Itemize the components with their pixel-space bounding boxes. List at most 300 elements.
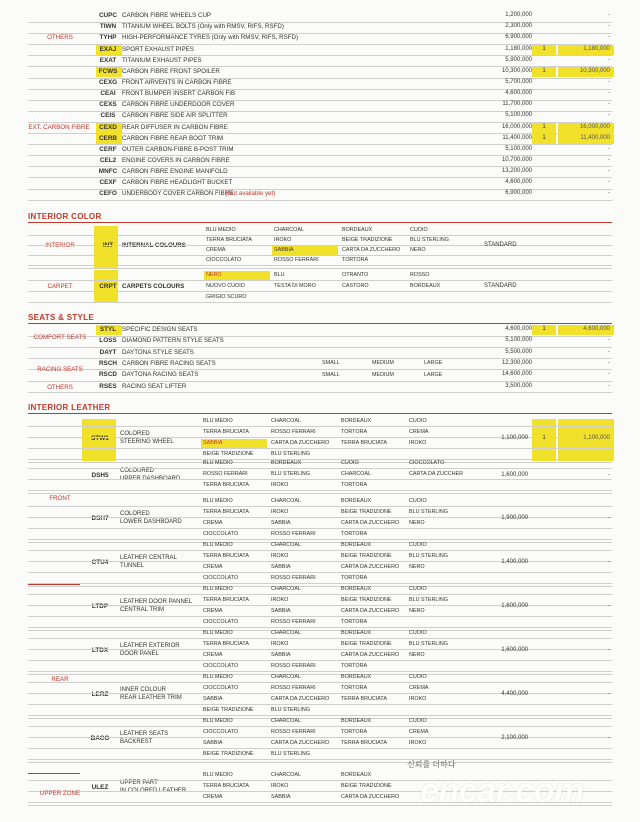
total-dash: -	[608, 34, 610, 41]
total-dash: -	[608, 145, 610, 152]
option-code: CERB	[98, 134, 118, 142]
color-option: ROSSO	[410, 272, 430, 278]
option-total: 16,000,000	[579, 123, 610, 130]
leather-color: CIOCCOLATO	[409, 460, 445, 466]
leather-color: ROSSO FERRARI	[271, 619, 316, 625]
grid-divider	[28, 265, 612, 266]
option-price: 3,500,000	[505, 382, 532, 389]
option-description: DIAMOND PATTERN STYLE SEATS	[122, 337, 224, 345]
total-dash: -	[608, 691, 610, 697]
row-divider	[28, 200, 612, 201]
option-total: 4,600,000	[583, 326, 610, 332]
leather-color: TORTORA	[341, 575, 368, 581]
grid-divider	[28, 594, 612, 595]
option-price: 10,700,000	[501, 156, 532, 163]
category-upper: UPPER ZONE	[39, 790, 81, 797]
option-description: HIGH-PERFORMANCE TYRES (Only with RMSV, RIFS, RSFD)	[122, 34, 299, 42]
option-code: CEFO	[99, 190, 117, 198]
option-quantity: 1	[542, 134, 546, 141]
option-total: 1,180,000	[583, 45, 610, 52]
option-price: 16,000,000	[501, 123, 532, 130]
option-description: COLORED	[120, 511, 150, 517]
option-quantity: 1	[542, 123, 546, 130]
grid-divider	[28, 572, 612, 573]
leather-color: CHARCOAL	[271, 418, 301, 424]
total-dash: -	[608, 337, 610, 344]
leather-color: CARTA DA ZUCCHERO	[271, 696, 330, 702]
leather-color: CHARCOAL	[271, 586, 301, 592]
option-description: DAYTONA RACING SEATS	[122, 371, 199, 379]
option-code: RSES	[99, 382, 117, 390]
leather-color: CARTA DA ZUCCHERO	[341, 564, 400, 570]
leather-color: IROKO	[271, 783, 289, 789]
option-description: CARBON FIBRE SIDE AIR SPLITTER	[122, 112, 228, 120]
leather-color: BEIGE TRADIZIONE	[341, 641, 392, 647]
total-dash: -	[608, 735, 610, 741]
option-price: 4,600,000	[505, 90, 532, 97]
option-price: 12,300,000	[501, 359, 532, 366]
leather-color: CHARCOAL	[271, 772, 301, 778]
total-dash: -	[608, 190, 610, 197]
total-dash: -	[608, 167, 610, 174]
option-price: 1,600,000	[501, 603, 528, 609]
leather-color: SABBIA	[271, 794, 291, 800]
leather-color: BEIGE TRADIZIONE	[341, 783, 392, 789]
option-code: DSH7	[91, 515, 109, 522]
option-price: 1,400,000	[501, 559, 528, 565]
leather-color: IROKO	[409, 440, 427, 446]
leather-color: TERRA BRUCIATA	[341, 696, 387, 702]
leather-color: CREMA	[203, 652, 223, 658]
leather-color: CIOCCOLATO	[203, 663, 239, 669]
option-code: LERZ	[91, 691, 109, 698]
color-option: BORDEAUX	[342, 227, 373, 233]
option-description: CARPETS COLOURS	[122, 283, 185, 290]
option-code: CEXS	[99, 101, 117, 109]
leather-color: TORTORA	[341, 663, 368, 669]
option-code: CEXG	[98, 79, 118, 87]
option-price: 5,100,000	[505, 337, 532, 344]
leather-color: TORTORA	[341, 619, 368, 625]
total-dash: -	[608, 56, 610, 63]
group-divider	[28, 268, 612, 269]
total-dash: -	[608, 359, 610, 366]
section-interior-color: INTERIOR COLOR	[28, 212, 102, 221]
option-code: CUPC	[98, 12, 118, 19]
grid-divider	[28, 459, 612, 460]
option-description: SPECIFIC DESIGN SEATS	[122, 326, 198, 333]
color-option: GRIGIO SCURO	[206, 294, 247, 300]
grid-divider	[28, 468, 612, 469]
option-code: CEIS	[100, 112, 116, 120]
color-option: BLU STERLING	[410, 237, 449, 243]
grid-divider	[28, 490, 612, 491]
leather-color: BLU MEDIO	[203, 460, 233, 466]
option-code: FCWS	[98, 68, 118, 75]
leather-color: TERRA BRUCIATA	[203, 597, 249, 603]
section-rule	[28, 323, 612, 324]
color-option: TERRA BRUCIATA	[206, 237, 252, 243]
color-option: CIOCCOLATO	[206, 257, 242, 263]
category-front: FRONT	[49, 495, 71, 502]
grid-divider	[28, 715, 612, 716]
option-description: UPPER DASHBOARD	[120, 475, 181, 482]
option-price: 1,100,000	[501, 435, 528, 441]
leather-color: CREMA	[409, 685, 429, 691]
leather-color: ROSSO FERRARI	[271, 663, 316, 669]
option-quantity: 1	[542, 45, 546, 52]
category-racing: RACING SEATS	[37, 366, 83, 373]
leather-color: CARTA DA ZUCCHER	[409, 471, 464, 477]
seat-size: LARGE	[424, 360, 443, 367]
option-description: LEATHER CENTRAL	[120, 555, 177, 561]
total-dash: -	[608, 559, 610, 565]
seat-size: SMALL	[322, 371, 340, 378]
leather-color: BLU MEDIO	[203, 718, 233, 724]
option-description: CARBON FIBRE RACING SEATS	[122, 359, 216, 367]
category-others: OTHERS	[47, 384, 73, 391]
option-code: BACO	[90, 735, 110, 742]
option-price: 13,200,000	[501, 167, 532, 174]
leather-color: CREMA	[203, 564, 223, 570]
leather-color: TERRA BRUCIATA	[203, 553, 249, 559]
option-code: CTU4	[91, 559, 109, 566]
leather-color: CREMA	[409, 729, 429, 735]
leather-color: CUOIO	[409, 586, 427, 592]
leather-color: BORDEAUX	[341, 772, 372, 778]
leather-color: CHARCOAL	[341, 471, 371, 477]
leather-color: BLU MEDIO	[203, 630, 233, 636]
leather-color: CIOCCOLATO	[203, 729, 239, 735]
leather-color: TERRA BRUCIATA	[203, 482, 249, 488]
leather-color: TERRA BRUCIATA	[341, 440, 387, 446]
leather-color: BLU MEDIO	[203, 586, 233, 592]
leather-color: BEIGE TRADIZIONE	[341, 597, 392, 603]
leather-color: TORTORA	[341, 729, 368, 735]
leather-color: BLU STERLING	[271, 451, 310, 457]
leather-color: NERO	[409, 564, 425, 570]
leather-color: IROKO	[271, 597, 289, 603]
option-price: 2,300,000	[505, 23, 532, 30]
option-code: CEL2	[99, 156, 117, 164]
leather-color: BLU STERLING	[409, 641, 448, 647]
leather-color: TORTORA	[341, 531, 368, 537]
option-code: CEXD	[99, 123, 117, 131]
leather-color: BEIGE TRADIZIONE	[203, 451, 254, 457]
option-description: CARBON FIBRE FRONT SPOILER	[122, 68, 220, 75]
option-price: 1,180,000	[505, 45, 532, 52]
leather-color: BEIGE TRADIZIONE	[203, 707, 254, 713]
total-dash: -	[608, 382, 610, 389]
leather-color: TORTORA	[341, 482, 368, 488]
option-description: CARBON FIBRE ENGINE MANIFOLD	[122, 167, 228, 175]
leather-color: NERO	[409, 652, 425, 658]
option-description: CARBON FIBRE UNDERDOOR COVER	[122, 101, 235, 109]
group-divider	[28, 493, 612, 494]
leather-color: BLU STERLING	[271, 751, 310, 757]
leather-color: IROKO	[271, 553, 289, 559]
leather-color: TORTORA	[341, 685, 368, 691]
category-carbon: EXT. CARBON FIBRE	[28, 124, 90, 131]
grid-divider	[28, 550, 612, 551]
option-description: TITANIUM WHEEL BOLTS (Only with RMSV, RIFS, RSFD)	[122, 23, 284, 31]
leather-color: TERRA BRUCIATA	[203, 641, 249, 647]
leather-color: BLU MEDIO	[203, 542, 233, 548]
option-description: INNER COLOUR	[120, 687, 167, 693]
section-rule	[28, 413, 612, 414]
option-price: 4,600,000	[505, 179, 532, 185]
category-others: OTHERS	[47, 34, 73, 41]
option-price: 5,900,000	[505, 56, 532, 63]
option-code: CEAI	[100, 90, 116, 98]
option-code: DSH5	[91, 471, 109, 479]
grid-divider	[28, 759, 612, 760]
leather-color: CUOIO	[341, 460, 359, 466]
leather-color: BORDEAUX	[341, 674, 372, 680]
option-price: 1,600,000	[501, 471, 528, 478]
leather-color: CIOCCOLATO	[203, 685, 239, 691]
category-carpet: CARPET	[47, 283, 73, 290]
option-description: TUNNEL	[120, 563, 145, 569]
option-code: TYHP	[99, 34, 117, 42]
option-description: COLORED	[120, 431, 150, 437]
option-description: SPORT EXHAUST PIPES	[122, 45, 194, 53]
option-code: TIWN	[99, 23, 117, 31]
option-description: DOOR PANEL	[120, 651, 159, 657]
option-code: RSCH	[98, 359, 118, 367]
leather-color: BLU STERLING	[271, 707, 310, 713]
option-code: LOSS	[99, 337, 117, 345]
grid-divider	[28, 479, 612, 480]
option-code: RSCD	[98, 371, 118, 379]
leather-color: CHARCOAL	[271, 498, 301, 504]
option-description: TITANIUM EXHAUST PIPES	[122, 56, 202, 64]
leather-color: ROSSO FERRARI	[203, 471, 248, 477]
leather-color: CARTA DA ZUCCHERO	[271, 740, 330, 746]
leather-color: BLU STERLING	[409, 597, 448, 603]
seat-size: MEDIUM	[372, 360, 394, 367]
option-description: INTERNAL COLOURS	[122, 242, 186, 249]
option-code: EXAT	[99, 56, 117, 64]
option-price: 11,700,000	[502, 101, 532, 108]
seat-size: SMALL	[322, 360, 340, 367]
grid-divider	[28, 616, 612, 617]
leather-color: ROSSO FERRARI	[271, 429, 316, 435]
leather-color: CARTA DA ZUCCHERO	[271, 440, 330, 446]
total-dash: -	[608, 603, 610, 609]
color-option: CREMA	[206, 247, 226, 253]
category-rear: REAR	[51, 676, 69, 683]
option-description: STEERING WHEEL	[120, 439, 174, 445]
leather-color: CARTA DA ZUCCHERO	[341, 608, 400, 614]
leather-color: BEIGE TRADIZIONE	[203, 751, 254, 757]
leather-color: ROSSO FERRARI	[271, 531, 316, 537]
grid-divider	[28, 748, 612, 749]
leather-color: BLU STERLING	[409, 509, 448, 515]
leather-color: IROKO	[271, 509, 289, 515]
leather-color: SABBIA	[271, 652, 291, 658]
leather-color: BEIGE TRADIZIONE	[341, 509, 392, 515]
section-seats: SEATS & STYLE	[28, 313, 94, 322]
option-total: 1,100,000	[583, 435, 610, 441]
grid-divider	[28, 726, 612, 727]
leather-color: SABBIA	[203, 440, 223, 446]
group-divider	[28, 718, 612, 719]
grid-divider	[28, 255, 612, 256]
grid-divider	[28, 291, 612, 292]
section-leather: INTERIOR LEATHER	[28, 403, 111, 412]
leather-color: CHARCOAL	[271, 630, 301, 636]
option-description: CARBON FIBRE WHEELS CUP	[122, 12, 212, 19]
total-dash: -	[608, 471, 610, 478]
option-description: OUTER CARBON-FIBRE B-POST TRIM	[122, 145, 234, 153]
option-price: 5,100,000	[505, 145, 532, 152]
section-rule	[28, 222, 612, 223]
grid-divider	[28, 704, 612, 705]
option-description: REAR DIFFUSER IN CARBON FIBRE	[122, 123, 228, 131]
total-dash: -	[608, 179, 610, 185]
color-option: CASTORO	[342, 283, 369, 289]
option-code: STYL	[99, 326, 117, 333]
leather-color: TORTORA	[341, 429, 368, 435]
option-code: LTDP	[91, 603, 109, 610]
leather-color: BORDEAUX	[341, 718, 372, 724]
option-description: ENGINE COVERS IN CARBON FIBRE	[122, 156, 230, 164]
leather-color: CHARCOAL	[271, 718, 301, 724]
leather-color: CIOCCOLATO	[203, 619, 239, 625]
option-description: CENTRAL TRIM	[120, 607, 165, 613]
option-price: 2,100,000	[501, 735, 528, 741]
option-price: 10,300,000	[501, 68, 532, 74]
color-option: CARTA DA ZUCCHERO	[342, 247, 401, 253]
grid-divider	[28, 235, 612, 236]
total-dash: -	[608, 647, 610, 653]
total-dash: -	[608, 348, 610, 355]
leather-color: CUOIO	[409, 630, 427, 636]
leather-color: CHARCOAL	[271, 542, 301, 548]
option-price: 6,900,000	[505, 34, 532, 41]
total-dash: -	[608, 112, 610, 119]
color-option: BLU MEDIO	[206, 227, 236, 233]
color-option: SABBIA	[274, 247, 294, 253]
leather-color: CARTA DA ZUCCHERO	[341, 652, 400, 658]
leather-color: CARTA DA ZUCCHERO	[341, 794, 400, 800]
leather-color: CREMA	[203, 794, 223, 800]
seat-size: MEDIUM	[372, 371, 394, 378]
leather-color: SABBIA	[271, 608, 291, 614]
color-option: BLU	[274, 272, 285, 278]
leather-color: BEIGE TRADIZIONE	[341, 553, 392, 559]
option-code: ULEZ	[91, 783, 109, 791]
leather-color: CREMA	[203, 520, 223, 526]
total-dash: -	[608, 90, 610, 97]
leather-color: ROSSO FERRARI	[271, 729, 316, 735]
group-divider	[28, 630, 612, 631]
option-price: 4,400,000	[501, 691, 528, 697]
option-code: LTDX	[91, 647, 109, 654]
color-option: NUOVO CUOIO	[206, 283, 245, 289]
color-option: BEIGE TRADIZIONE	[342, 237, 393, 243]
leather-color: ROSSO FERRARI	[271, 575, 316, 581]
option-code: DAYT	[99, 348, 117, 356]
leather-color: IROKO	[409, 696, 427, 702]
leather-color: BORDEAUX	[341, 630, 372, 636]
leather-color: SABBIA	[203, 696, 223, 702]
group-divider	[28, 586, 612, 587]
leather-color: BORDEAUX	[341, 418, 372, 424]
total-dash: -	[608, 12, 610, 18]
leather-color: BLU STERLING	[409, 553, 448, 559]
option-note: (Not available yet)	[225, 190, 276, 198]
option-description: FRONT BUMPER INSERT CARBON FIB	[122, 90, 236, 98]
option-quantity: 1	[542, 326, 546, 332]
leather-color: BLU MEDIO	[203, 674, 233, 680]
color-option: ROSSO FERRARI	[274, 257, 319, 263]
grid-divider	[28, 638, 612, 639]
watermark-caption: 신뢰를 더하다	[407, 760, 456, 769]
option-price: 1,200,000	[505, 12, 532, 18]
leather-color: BORDEAUX	[341, 586, 372, 592]
total-dash: -	[608, 23, 610, 30]
option-price: 4,600,000	[505, 326, 532, 332]
option-code: STW1	[91, 435, 109, 442]
leather-color: SABBIA	[271, 520, 291, 526]
grid-divider	[28, 506, 612, 507]
option-price: 5,500,000	[505, 348, 532, 355]
option-price: 11,400,000	[502, 134, 532, 141]
option-price: 14,600,000	[501, 371, 532, 378]
grid-divider	[28, 627, 612, 628]
leather-color: CREMA	[203, 608, 223, 614]
option-description: LEATHER SEATS	[120, 731, 169, 737]
option-price: 6,900,000	[505, 190, 532, 197]
group-divider	[28, 462, 612, 463]
leather-color: BORDEAUX	[341, 498, 372, 504]
section-rule	[28, 773, 80, 774]
option-total: 11,400,000	[580, 134, 610, 141]
leather-color: NERO	[409, 608, 425, 614]
option-quantity: 1	[542, 68, 546, 74]
row-divider	[28, 392, 612, 393]
grid-divider	[28, 302, 612, 303]
watermark-logo: encar.com	[420, 772, 584, 810]
option-price: 5,100,000	[505, 112, 532, 119]
option-price: 1,600,000	[501, 647, 528, 653]
leather-color: SABBIA	[203, 740, 223, 746]
leather-color: IROKO	[271, 641, 289, 647]
option-description: UNDERBODY COVER CARBON FIBRE	[122, 190, 234, 198]
total-dash: -	[608, 371, 610, 378]
leather-color: CUOIO	[409, 498, 427, 504]
option-description: DAYTONA STYLE SEATS	[122, 348, 194, 356]
leather-color: BLU MEDIO	[203, 772, 233, 778]
grid-divider	[28, 280, 612, 281]
section-rule	[28, 584, 80, 585]
option-description: RACING SEAT LIFTER	[122, 382, 187, 390]
leather-color: TERRA BRUCIATA	[203, 509, 249, 515]
option-total: 10,300,000	[579, 68, 610, 74]
option-code: CERF	[99, 145, 117, 153]
color-option: CHARCOAL	[274, 227, 304, 233]
total-dash: -	[608, 101, 610, 108]
seat-size: LARGE	[424, 371, 443, 378]
leather-color: CHARCOAL	[271, 674, 301, 680]
leather-color: BLU MEDIO	[203, 418, 233, 424]
group-divider	[28, 542, 612, 543]
leather-color: CARTA DA ZUCCHERO	[341, 520, 400, 526]
option-code: INT	[102, 242, 114, 249]
color-option: NERO	[410, 247, 426, 253]
